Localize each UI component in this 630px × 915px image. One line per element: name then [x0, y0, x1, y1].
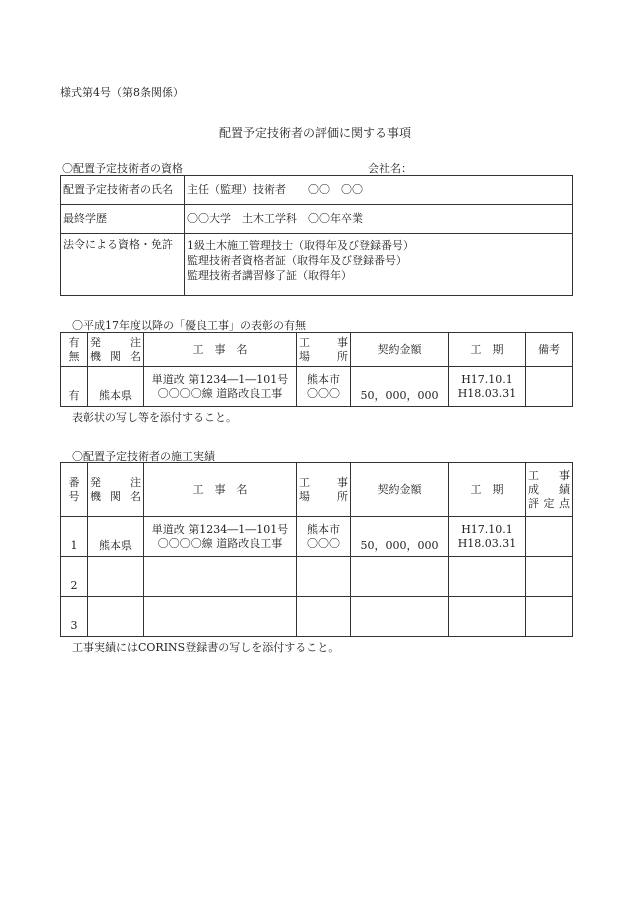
table-row: [61, 597, 573, 637]
header-cell: 工 期: [449, 333, 526, 367]
header-cell: 備考: [526, 333, 573, 367]
row-value: 主任（監理）技術者 〇〇 〇〇: [185, 176, 573, 205]
construction-period: [449, 557, 526, 597]
construction-location: [297, 597, 351, 637]
header-cell: 契約金額: [351, 333, 449, 367]
contract-amount: 50，000，000: [351, 517, 449, 557]
construction-name: 単道改 第1234―1―101号 〇〇〇〇線 道路改良工事: [144, 517, 297, 557]
ordering-agency: [88, 597, 144, 637]
form-number: 様式第4号（第8条関係）: [60, 86, 184, 99]
row-value: 〇〇大学 土木工学科 〇〇年卒業: [185, 205, 573, 234]
header-cell: 発 注 機 関 名: [88, 463, 144, 517]
construction-location: 熊本市 〇〇〇: [297, 367, 351, 407]
header-cell: 工 事 名: [144, 463, 297, 517]
section-award-heading: 〇平成17年度以降の「優良工事」の表彰の有無: [72, 319, 306, 332]
construction-period: [449, 597, 526, 637]
construction-name: 単道改 第1234―1―101号 〇〇〇〇線 道路改良工事: [144, 367, 297, 407]
header-cell: 工 事 場 所: [297, 463, 351, 517]
document-title: 配置予定技術者の評価に関する事項: [218, 126, 411, 140]
table-row: [61, 557, 573, 597]
experience-table: [60, 462, 573, 637]
experience-note: 工事実績にはCORINS登録書の写しを添付すること。: [72, 641, 340, 654]
header-cell: 工 事 名: [144, 333, 297, 367]
construction-period: H17.10.1 H18.03.31: [449, 367, 526, 407]
header-cell: 有 無: [61, 333, 88, 367]
contract-amount: [351, 557, 449, 597]
header-cell: 番 号: [61, 463, 88, 517]
ordering-agency: 熊本県: [88, 517, 144, 557]
row-label: 配置予定技術者の氏名: [61, 176, 185, 205]
qualification-row: [61, 176, 573, 205]
header-cell: 契約金額: [351, 463, 449, 517]
header-cell: 工 期: [449, 463, 526, 517]
license-line: 監理技術者資格者証（取得年及び登録番号）: [187, 254, 407, 267]
construction-name: [144, 557, 297, 597]
header-cell: 工 事 場 所: [297, 333, 351, 367]
row-label: 法令による資格・免許: [61, 234, 185, 296]
qualification-row: [61, 205, 573, 234]
construction-location: [297, 557, 351, 597]
construction-name: [144, 597, 297, 637]
ordering-agency: 熊本県: [88, 367, 144, 407]
header-cell: 工 事 成 績 評定点: [526, 463, 573, 517]
header-cell: 発 注 機 関 名: [88, 333, 144, 367]
row-value: [185, 234, 573, 296]
row-number: 3: [61, 597, 88, 637]
qualification-table: [60, 175, 573, 296]
license-line: 監理技術者講習修了証（取得年）: [187, 269, 352, 282]
table-header-row: [61, 463, 573, 517]
qualification-row: [61, 234, 573, 296]
row-number: 2: [61, 557, 88, 597]
license-line: 1級土木施工管理技士（取得年及び登録番号）: [187, 239, 414, 252]
score: [526, 517, 573, 557]
score: [526, 597, 573, 637]
award-table: [60, 332, 573, 407]
company-name-label: 会社名：: [368, 162, 412, 175]
row-number: 1: [61, 517, 88, 557]
section-qualification-heading: 〇配置予定技術者の資格: [62, 162, 183, 175]
table-header-row: [61, 333, 573, 367]
section-experience-heading: 〇配置予定技術者の施工実績: [72, 450, 215, 463]
ordering-agency: [88, 557, 144, 597]
table-row: [61, 367, 573, 407]
remarks: [526, 367, 573, 407]
score: [526, 557, 573, 597]
construction-location: 熊本市 〇〇〇: [297, 517, 351, 557]
award-flag: 有: [61, 367, 88, 407]
contract-amount: [351, 597, 449, 637]
construction-period: H17.10.1 H18.03.31: [449, 517, 526, 557]
table-row: [61, 517, 573, 557]
award-note: 表彰状の写し等を添付すること。: [72, 411, 237, 424]
row-label: 最終学歴: [61, 205, 185, 234]
contract-amount: 50，000，000: [351, 367, 449, 407]
